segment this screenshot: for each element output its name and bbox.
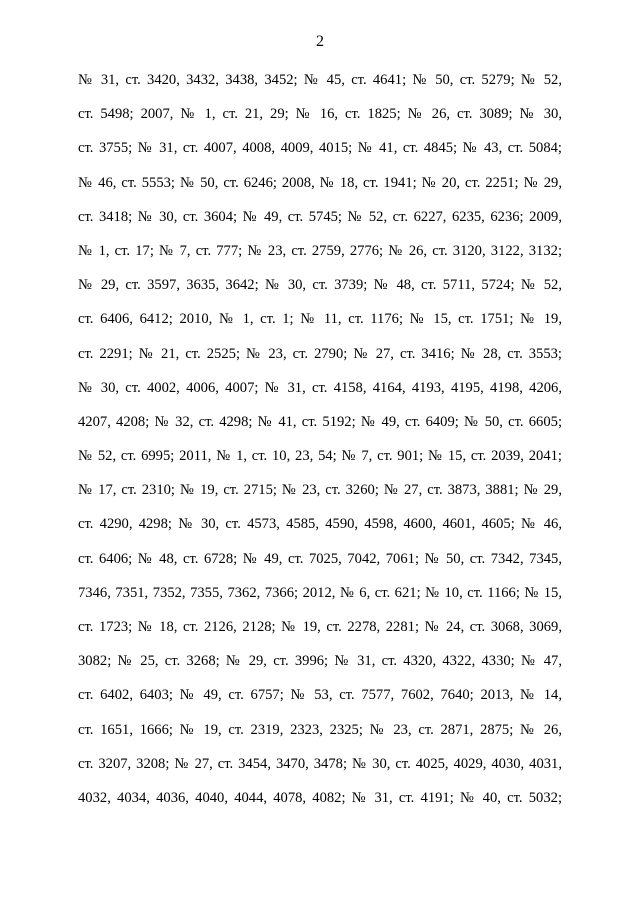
text-line: ст. 5498; 2007, № 1, ст. 21, 29; № 16, ст. 1825; № 26, ст. 3089; № 30, [78, 106, 562, 123]
text-line: № 30, ст. 4002, 4006, 4007; № 31, ст. 4158, 4164, 4193, 4195, 4198, 4206, [78, 379, 562, 396]
text-line: ст. 1723; № 18, ст. 2126, 2128; № 19, ст. 2278, 2281; № 24, ст. 3068, 3069, [78, 619, 562, 635]
text-line: ст. 2291; № 21, ст. 2525; № 23, ст. 2790; № 27, ст. 3416; № 28, ст. 3553; [78, 345, 562, 362]
text-line: № 29, ст. 3597, 3635, 3642; № 30, ст. 3739; № 48, ст. 5711, 5724; № 52, [78, 277, 562, 294]
text-line: № 31, ст. 3420, 3432, 3438, 3452; № 45, ст. 4641; № 50, ст. 5279; № 52, [78, 72, 562, 88]
text-line: ст. 4290, 4298; № 30, ст. 4573, 4585, 4590, 4598, 4600, 4601, 4605; № 46, [78, 516, 562, 533]
text-line: № 46, ст. 5553; № 50, ст. 6246; 2008, № 18, ст. 1941; № 20, ст. 2251; № 29, [78, 174, 562, 191]
text-line: ст. 6406; № 48, ст. 6728; № 49, ст. 7025, 7042, 7061; № 50, ст. 7342, 7345, [78, 550, 562, 567]
text-line: № 52, ст. 6995; 2011, № 1, ст. 10, 23, 54; № 7, ст. 901; № 15, ст. 2039, 2041; [78, 448, 562, 465]
text-line: № 1, ст. 17; № 7, ст. 777; № 23, ст. 2759, 2776; № 26, ст. 3120, 3122, 3132; [78, 242, 562, 259]
text-line: 4207, 4208; № 32, ст. 4298; № 41, ст. 5192; № 49, ст. 6409; № 50, ст. 6605; [78, 413, 562, 430]
text-line: ст. 3207, 3208; № 27, ст. 3454, 3470, 3478; № 30, ст. 4025, 4029, 4030, 4031, [78, 755, 562, 772]
text-line: ст. 3418; № 30, ст. 3604; № 49, ст. 5745; № 52, ст. 6227, 6235, 6236; 2009, [78, 208, 562, 225]
body-text [78, 63, 562, 815]
text-line: ст. 3755; № 31, ст. 4007, 4008, 4009, 4015; № 41, ст. 4845; № 43, ст. 5084; [78, 140, 562, 157]
text-line: 7346, 7351, 7352, 7355, 7362, 7366; 2012, № 6, ст. 621; № 10, ст. 1166; № 15, [78, 584, 562, 601]
text-line: ст. 1651, 1666; № 19, ст. 2319, 2323, 2325; № 23, ст. 2871, 2875; № 26, [78, 721, 562, 738]
text-line: ст. 6402, 6403; № 49, ст. 6757; № 53, ст. 7577, 7602, 7640; 2013, № 14, [78, 687, 562, 704]
text-line: 4032, 4034, 4036, 4040, 4044, 4078, 4082; № 31, ст. 4191; № 40, ст. 5032; [78, 789, 562, 806]
text-line: № 17, ст. 2310; № 19, ст. 2715; № 23, ст. 3260; № 27, ст. 3873, 3881; № 29, [78, 482, 562, 499]
text-line: ст. 6406, 6412; 2010, № 1, ст. 1; № 11, ст. 1176; № 15, ст. 1751; № 19, [78, 311, 562, 328]
page-number: 2 [316, 33, 324, 50]
text-line: 3082; № 25, ст. 3268; № 29, ст. 3996; № 31, ст. 4320, 4322, 4330; № 47, [78, 653, 562, 670]
